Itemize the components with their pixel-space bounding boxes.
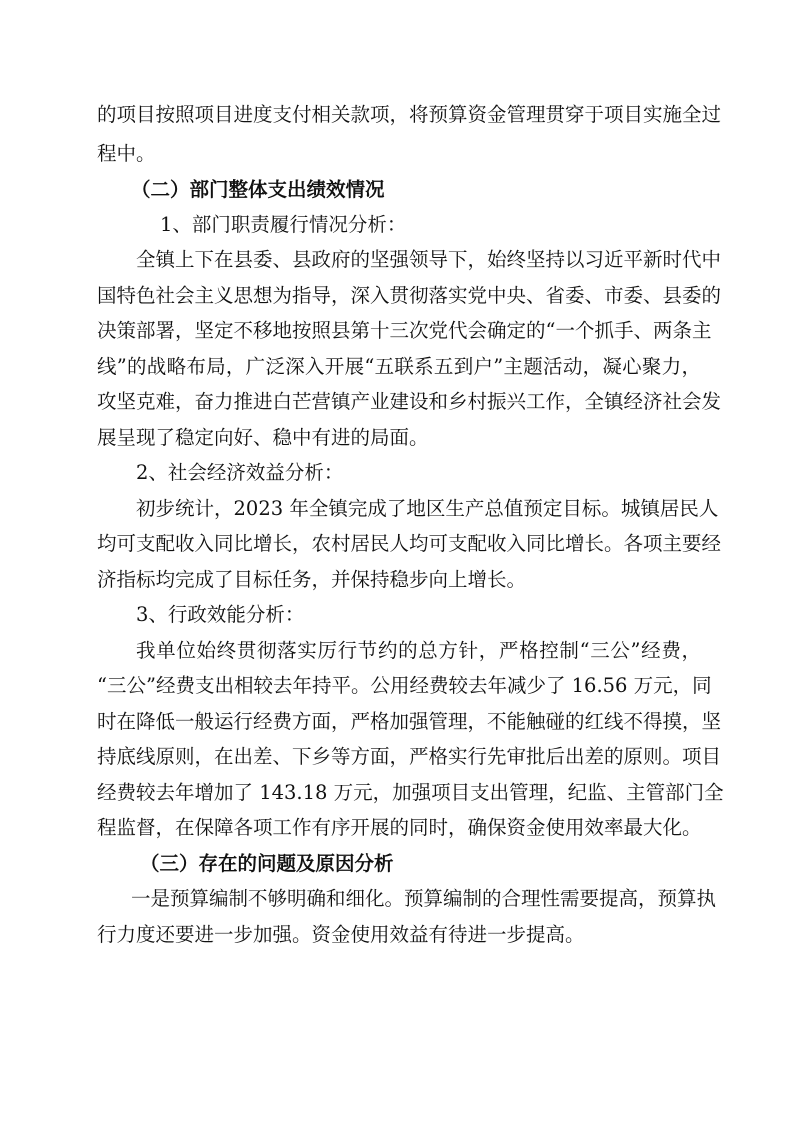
paragraph-line: 决策部署，坚定不移地按照县第十三次党代会确定的“一个抓手、两条主 <box>97 319 712 342</box>
paragraph-line: 展呈现了稳定向好、稳中有进的局面。 <box>97 426 429 449</box>
paragraph-line: 国特色社会主义思想为指导，深入贯彻落实党中央、省委、市委、县委的 <box>97 284 722 307</box>
paragraph-line: “三公”经费支出相较去年持平。公用经费较去年减少了 16.56 万元，同 <box>97 674 712 697</box>
paragraph-line: 的项目按照项目进度支付相关款项，将预算资金管理贯穿于项目实施全过 <box>97 103 722 126</box>
section-heading: （二）部门整体支出绩效情况 <box>131 178 385 201</box>
paragraph-line: 济指标均完成了目标任务，并保持稳步向上增长。 <box>97 568 527 591</box>
paragraph-line: 程监督，在保障各项工作有序开展的同时，确保资金使用效率最大化。 <box>97 816 702 839</box>
paragraph-line: 程中。 <box>97 142 156 165</box>
paragraph-line: 全镇上下在县委、县政府的坚强领导下，始终坚持以习近平新时代中 <box>136 248 722 271</box>
paragraph-line: 攻坚克难，奋力推进白芒营镇产业建设和乡村振兴工作，全镇经济社会发 <box>97 390 722 413</box>
paragraph-line: 均可支配收入同比增长，农村居民人均可支配收入同比增长。各项主要经 <box>97 532 722 555</box>
paragraph-line: 一是预算编制不够明确和细化。预算编制的合理性需要提高，预算执 <box>131 887 717 910</box>
paragraph-line: 时在降低一般运行经费方面，严格加强管理，不能触碰的红线不得摸，坚 <box>97 710 722 733</box>
subsection-heading: 2、社会经济效益分析： <box>136 461 344 484</box>
paragraph-line: 线”的战略布局，广泛深入开展“五联系五到户”主题活动，凝心聚力， <box>97 355 701 378</box>
paragraph-line: 我单位始终贯彻落实厉行节约的总方针，严格控制“三公”经费， <box>136 639 701 662</box>
paragraph-line: 初步统计，2023 年全镇完成了地区生产总值预定目标。城镇居民人 <box>136 497 719 520</box>
subsection-heading: 1、部门职责履行情况分析： <box>160 213 407 236</box>
paragraph-line: 经费较去年增加了 143.18 万元，加强项目支出管理，纪监、主管部门全 <box>97 781 724 804</box>
paragraph-line: 持底线原则，在出差、下乡等方面，严格实行先审批后出差的原则。项目 <box>97 745 722 768</box>
section-heading: （三）存在的问题及原因分析 <box>140 852 394 875</box>
paragraph-line: 行力度还要进一步加强。资金使用效益有待进一步提高。 <box>97 923 585 946</box>
subsection-heading: 3、行政效能分析： <box>136 603 305 626</box>
